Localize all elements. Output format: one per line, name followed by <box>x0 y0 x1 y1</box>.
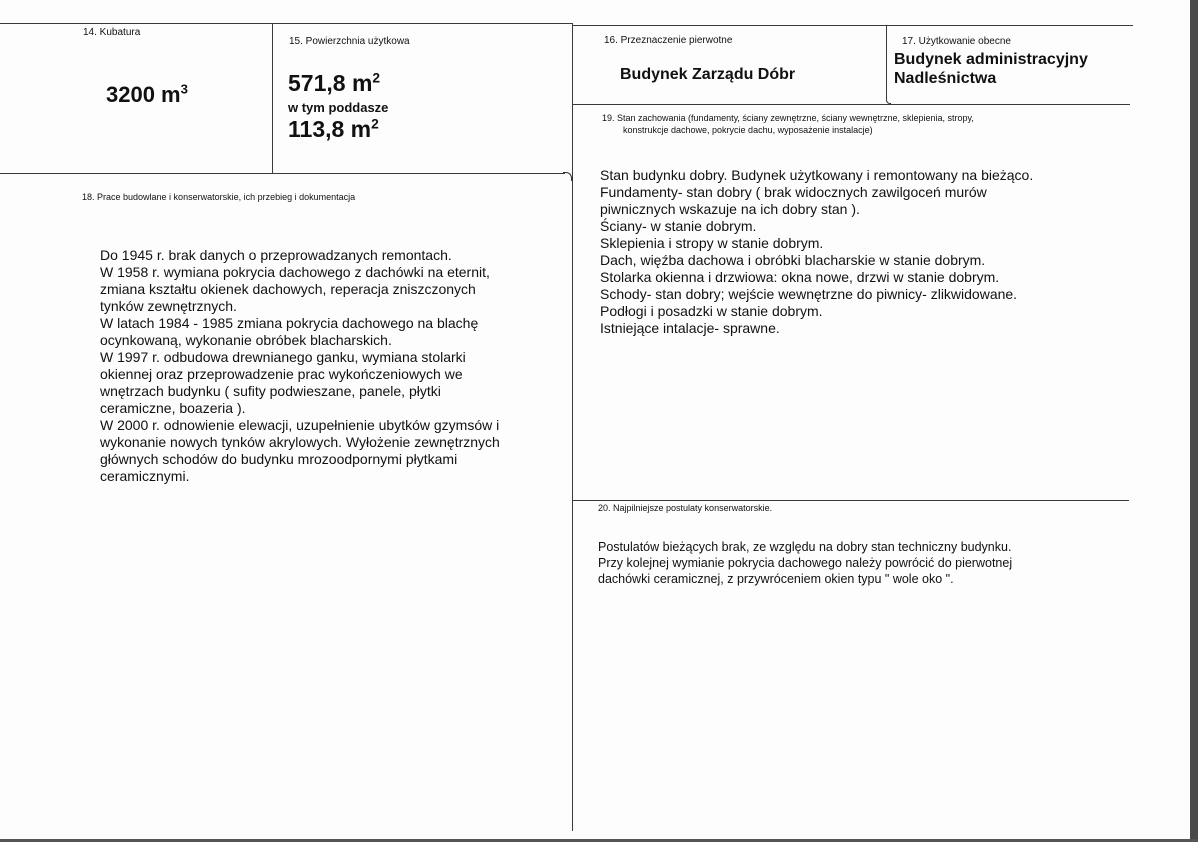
field-20-line: Postulatów bieżących brak, ze względu na dobry stan techniczny budynku. <box>598 540 1012 554</box>
field-18-line: Do 1945 r. brak danych o przeprowadzanych remontach. <box>100 247 452 263</box>
field-19-label-line1: 19. Stan zachowania (fundamenty, ściany zewnętrzne, ściany wewnętrzne, sklepienia, stropy, <box>602 113 974 123</box>
field-18-line: ocynkowaną, wykonanie obróbek blacharskich. <box>100 332 392 348</box>
field-19-line: Fundamenty- stan dobry ( brak widocznych zawilgoceń murów <box>600 184 987 200</box>
field-15-sub-label: w tym poddasze <box>288 100 389 115</box>
field-18-line: zmiana kształtu okienek dachowych, reperacja zniszczonych <box>100 281 476 297</box>
field-18-line: W 1958 r. wymiana pokrycia dachowego z dachówki na eternit, <box>100 264 490 280</box>
field-20-label: 20. Najpilniejsze postulaty konserwatorskie. <box>598 503 773 513</box>
field-18-label: 18. Prace budowlane i konserwatorskie, ich przebieg i dokumentacja <box>82 192 356 202</box>
divider-16-17 <box>886 25 887 99</box>
field-19-line: piwnicznych wskazuje na ich dobry stan ). <box>600 201 860 217</box>
field-18-line: W 2000 r. odnowienie elewacji, uzupełnienie ubytków gzymsów i <box>100 417 500 433</box>
field-18-line: W 1997 r. odbudowa drewnianego ganku, wymiana stolarki <box>100 349 466 365</box>
field-18-line: ceramicznymi. <box>100 468 190 484</box>
field-18-text <box>100 247 500 485</box>
field-18-line: okiennej oraz przeprowadzenie prac wykończeniowych we <box>100 366 463 382</box>
field-19-line: Podłogi i posadzki w stanie dobrym. <box>600 303 823 319</box>
field-18-line: wnętrzach budynku ( sufity podwieszane, panele, płytki <box>100 383 441 399</box>
usable-area-value: 571,8 m <box>288 70 373 96</box>
field-19-label-line2: konstrukcje dachowe, pokrycie dachu, wyposażenie instalacje) <box>623 125 873 135</box>
field-20-text <box>598 539 1012 587</box>
field-20-line: Przy kolejnej wymianie pokrycia dachowego należy powrócić do pierwotnej <box>598 556 1013 570</box>
top-border-right <box>573 25 1133 26</box>
field-18-line: ceramiczne, boazeria ). <box>100 400 246 416</box>
field-19-line: Istniejące intalacje- sprawne. <box>600 320 780 336</box>
field-14-value <box>106 82 188 108</box>
field-19-text <box>600 167 1033 337</box>
field-19-line: Schody- stan dobry; wejście wewnętrzne do piwnicy- zlikwidowane. <box>600 286 1018 302</box>
volume-value: 3200 m <box>106 82 181 107</box>
volume-unit-superscript: 3 <box>180 81 188 97</box>
field-18-line: głównych schodów do budynku mrozoodpornymi płytkami <box>100 451 458 467</box>
top-border-left <box>0 23 572 24</box>
divider-19-top <box>573 104 1130 105</box>
field-15-value <box>288 70 380 97</box>
scan-edge-right <box>1190 0 1198 842</box>
field-19-line: Ściany- w stanie dobrym. <box>600 218 757 234</box>
corner-mark <box>886 97 891 104</box>
divider-20-top <box>573 500 1129 501</box>
attic-area-value: 113,8 m <box>288 116 372 142</box>
corner-mark-left <box>563 172 572 181</box>
field-20-line: dachówki ceramicznej, z przywróceniem okien typu " wole oko ". <box>598 572 954 586</box>
field-18-line: W latach 1984 - 1985 zmiana pokrycia dachowego na blachę <box>100 315 479 331</box>
field-17-label: 17. Użytkowanie obecne <box>902 36 1011 47</box>
divider-14-15 <box>272 23 273 173</box>
main-vertical-divider <box>572 23 573 831</box>
field-17-value-line1: Budynek administracyjny <box>894 51 1088 68</box>
attic-area-superscript: 2 <box>371 116 379 132</box>
field-18-line: tynków zewnętrznych. <box>100 298 237 314</box>
field-19-line: Stan budynku dobry. Budynek użytkowany i remontowany na bieżąco. <box>600 167 1034 183</box>
field-15-label: 15. Powierzchnia użytkowa <box>289 36 410 47</box>
field-14-label: 14. Kubatura <box>83 27 141 38</box>
field-18-line: wykonanie nowych tynków akrylowych. Wyłożenie zewnętrznych <box>100 434 500 450</box>
field-17-value-line2: Nadleśnictwa <box>894 70 997 87</box>
divider-row1-left <box>0 173 565 174</box>
field-19-line: Stolarka okienna i drzwiowa: okna nowe, drzwi w stanie dobrym. <box>600 269 1000 285</box>
field-16-label: 16. Przeznaczenie pierwotne <box>604 35 733 46</box>
usable-area-superscript: 2 <box>372 70 381 86</box>
field-16-value: Budynek Zarządu Dóbr <box>620 66 796 83</box>
field-19-line: Sklepienia i stropy w stanie dobrym. <box>600 235 824 251</box>
field-19-line: Dach, więźba dachowa i obróbki blacharskie w stanie dobrym. <box>600 252 986 268</box>
field-15-sub-value <box>288 116 379 143</box>
